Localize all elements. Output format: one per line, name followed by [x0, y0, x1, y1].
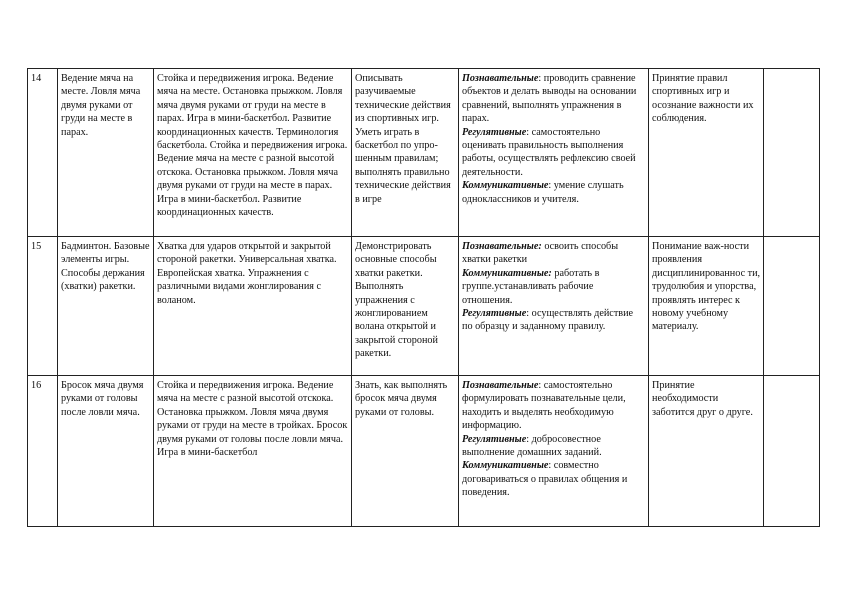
personal-results: Принятие правил спортивных игр и осознание важности их соблюдения.: [649, 69, 764, 237]
uud-label: Регулятивные: [462, 433, 527, 445]
personal-results: Принятие необходимости заботится друг о друге.: [649, 376, 764, 527]
uud-text: : совместно договариваться о правилах общения и поведения.: [462, 460, 628, 499]
uud-item: [462, 433, 646, 460]
student-activity: Демонстрировать основные способы хватки ракетки. Выполнять упражнения с жонглированием волана открытой и закрытой стороной ракетки.: [352, 237, 459, 376]
lesson-topic: Бадминтон. Базовые элементы игры. Способы держания (хватки) ракетки.: [58, 237, 154, 376]
uud-item: [462, 307, 646, 334]
uud-item: [462, 72, 646, 126]
table-row: [28, 376, 820, 527]
uud-text: : умение слушать одноклассников и учителя.: [462, 180, 624, 205]
lesson-number: 15: [28, 237, 58, 376]
uud-item: [462, 179, 646, 206]
uud-label: Коммуникативные: [462, 460, 549, 472]
uud-label: Регулятивные: [462, 308, 527, 320]
uud-item: [462, 379, 646, 433]
lesson-topic: Бросок мяча двумя руками от головы после ловли мяча.: [58, 376, 154, 527]
uud-cell: [459, 69, 649, 237]
table-row: [28, 237, 820, 376]
uud-text: освоить способы хватки ракетки: [462, 241, 619, 266]
student-activity: Знать, как выполнять бросок мяча двумя руками от головы.: [352, 376, 459, 527]
uud-text: : проводить сравнение объектов и делать выводы на основании сравнений, выполнять упражнения в парах.: [462, 73, 637, 125]
table-row: [28, 69, 820, 237]
uud-label: Регулятивные: [462, 126, 527, 138]
lesson-content: Хватка для ударов открытой и закрытой стороной ракетки. Универсальная хватка. Европейская хватка. Упражнения с различными видами жонглирования с воланом.: [154, 237, 352, 376]
personal-results: Понимание важ-ности проявления дисциплинированнос ти, трудолюбия и упорства, проявлять интерес к новому учебному материалу.: [649, 237, 764, 376]
extra-cell: [764, 237, 820, 376]
lesson-content: Стойка и передвижения игрока. Ведение мяча на месте с разной высотой отскока. Остановка прыжком. Ловля мяча двумя руками от груди на месте в тройках. Бросок двумя руками от головы после ловли мяча. Игра в мини-баскетбол: [154, 376, 352, 527]
uud-cell: [459, 237, 649, 376]
uud-label: Коммуникативные:: [462, 267, 552, 279]
uud-item: [462, 267, 646, 307]
lesson-plan-table: [27, 68, 820, 527]
uud-label: Познавательные:: [462, 241, 542, 252]
uud-label: Познавательные: [462, 73, 539, 84]
uud-text: : осуществлять действие по образцу и заданному правилу.: [462, 308, 634, 333]
lesson-content: Стойка и передвижения игрока. Ведение мяча на месте. Остановка прыжком. Ловля мяча двумя руками от груди на месте в парах. Игра в мини-баскетбол. Развитие координационных качеств. Терминология баскетбола. Стойка и передвижения игрока. Ведение мяча на месте с разной высотой отскока. Остановка прыжком. Ловля мяча двумя руками от груди на месте в парах. Игра в мини-баскетбол. Развитие координационных качеств.: [154, 69, 352, 237]
uud-label: Коммуникативные: [462, 180, 549, 192]
uud-item: [462, 240, 646, 267]
uud-text: : самостоятельно оценивать правильность выполнения работы, осуществлять рефлексию своей деятельности.: [462, 126, 636, 178]
lesson-number: 16: [28, 376, 58, 527]
uud-text: : самостоятельно формулировать познавательные цели, находить и выделять необходимую информацию.: [462, 380, 626, 432]
uud-item: [462, 126, 646, 180]
extra-cell: [764, 69, 820, 237]
uud-cell: [459, 376, 649, 527]
extra-cell: [764, 376, 820, 527]
uud-text: работать в группе.устанавливать рабочие отношения.: [462, 267, 600, 306]
lesson-number: 14: [28, 69, 58, 237]
uud-item: [462, 459, 646, 499]
student-activity: Описывать разучиваемые технические действия из спортивных игр. Уметь играть в баскетбол по упро-шенным правилам; выполнять правильно технические действия в игре: [352, 69, 459, 237]
lesson-topic: Ведение мяча на месте. Ловля мяча двумя руками от груди на месте в парах.: [58, 69, 154, 237]
uud-text: : добросовестное выполнение домашних заданий.: [462, 433, 602, 459]
uud-label: Познавательные: [462, 380, 539, 391]
